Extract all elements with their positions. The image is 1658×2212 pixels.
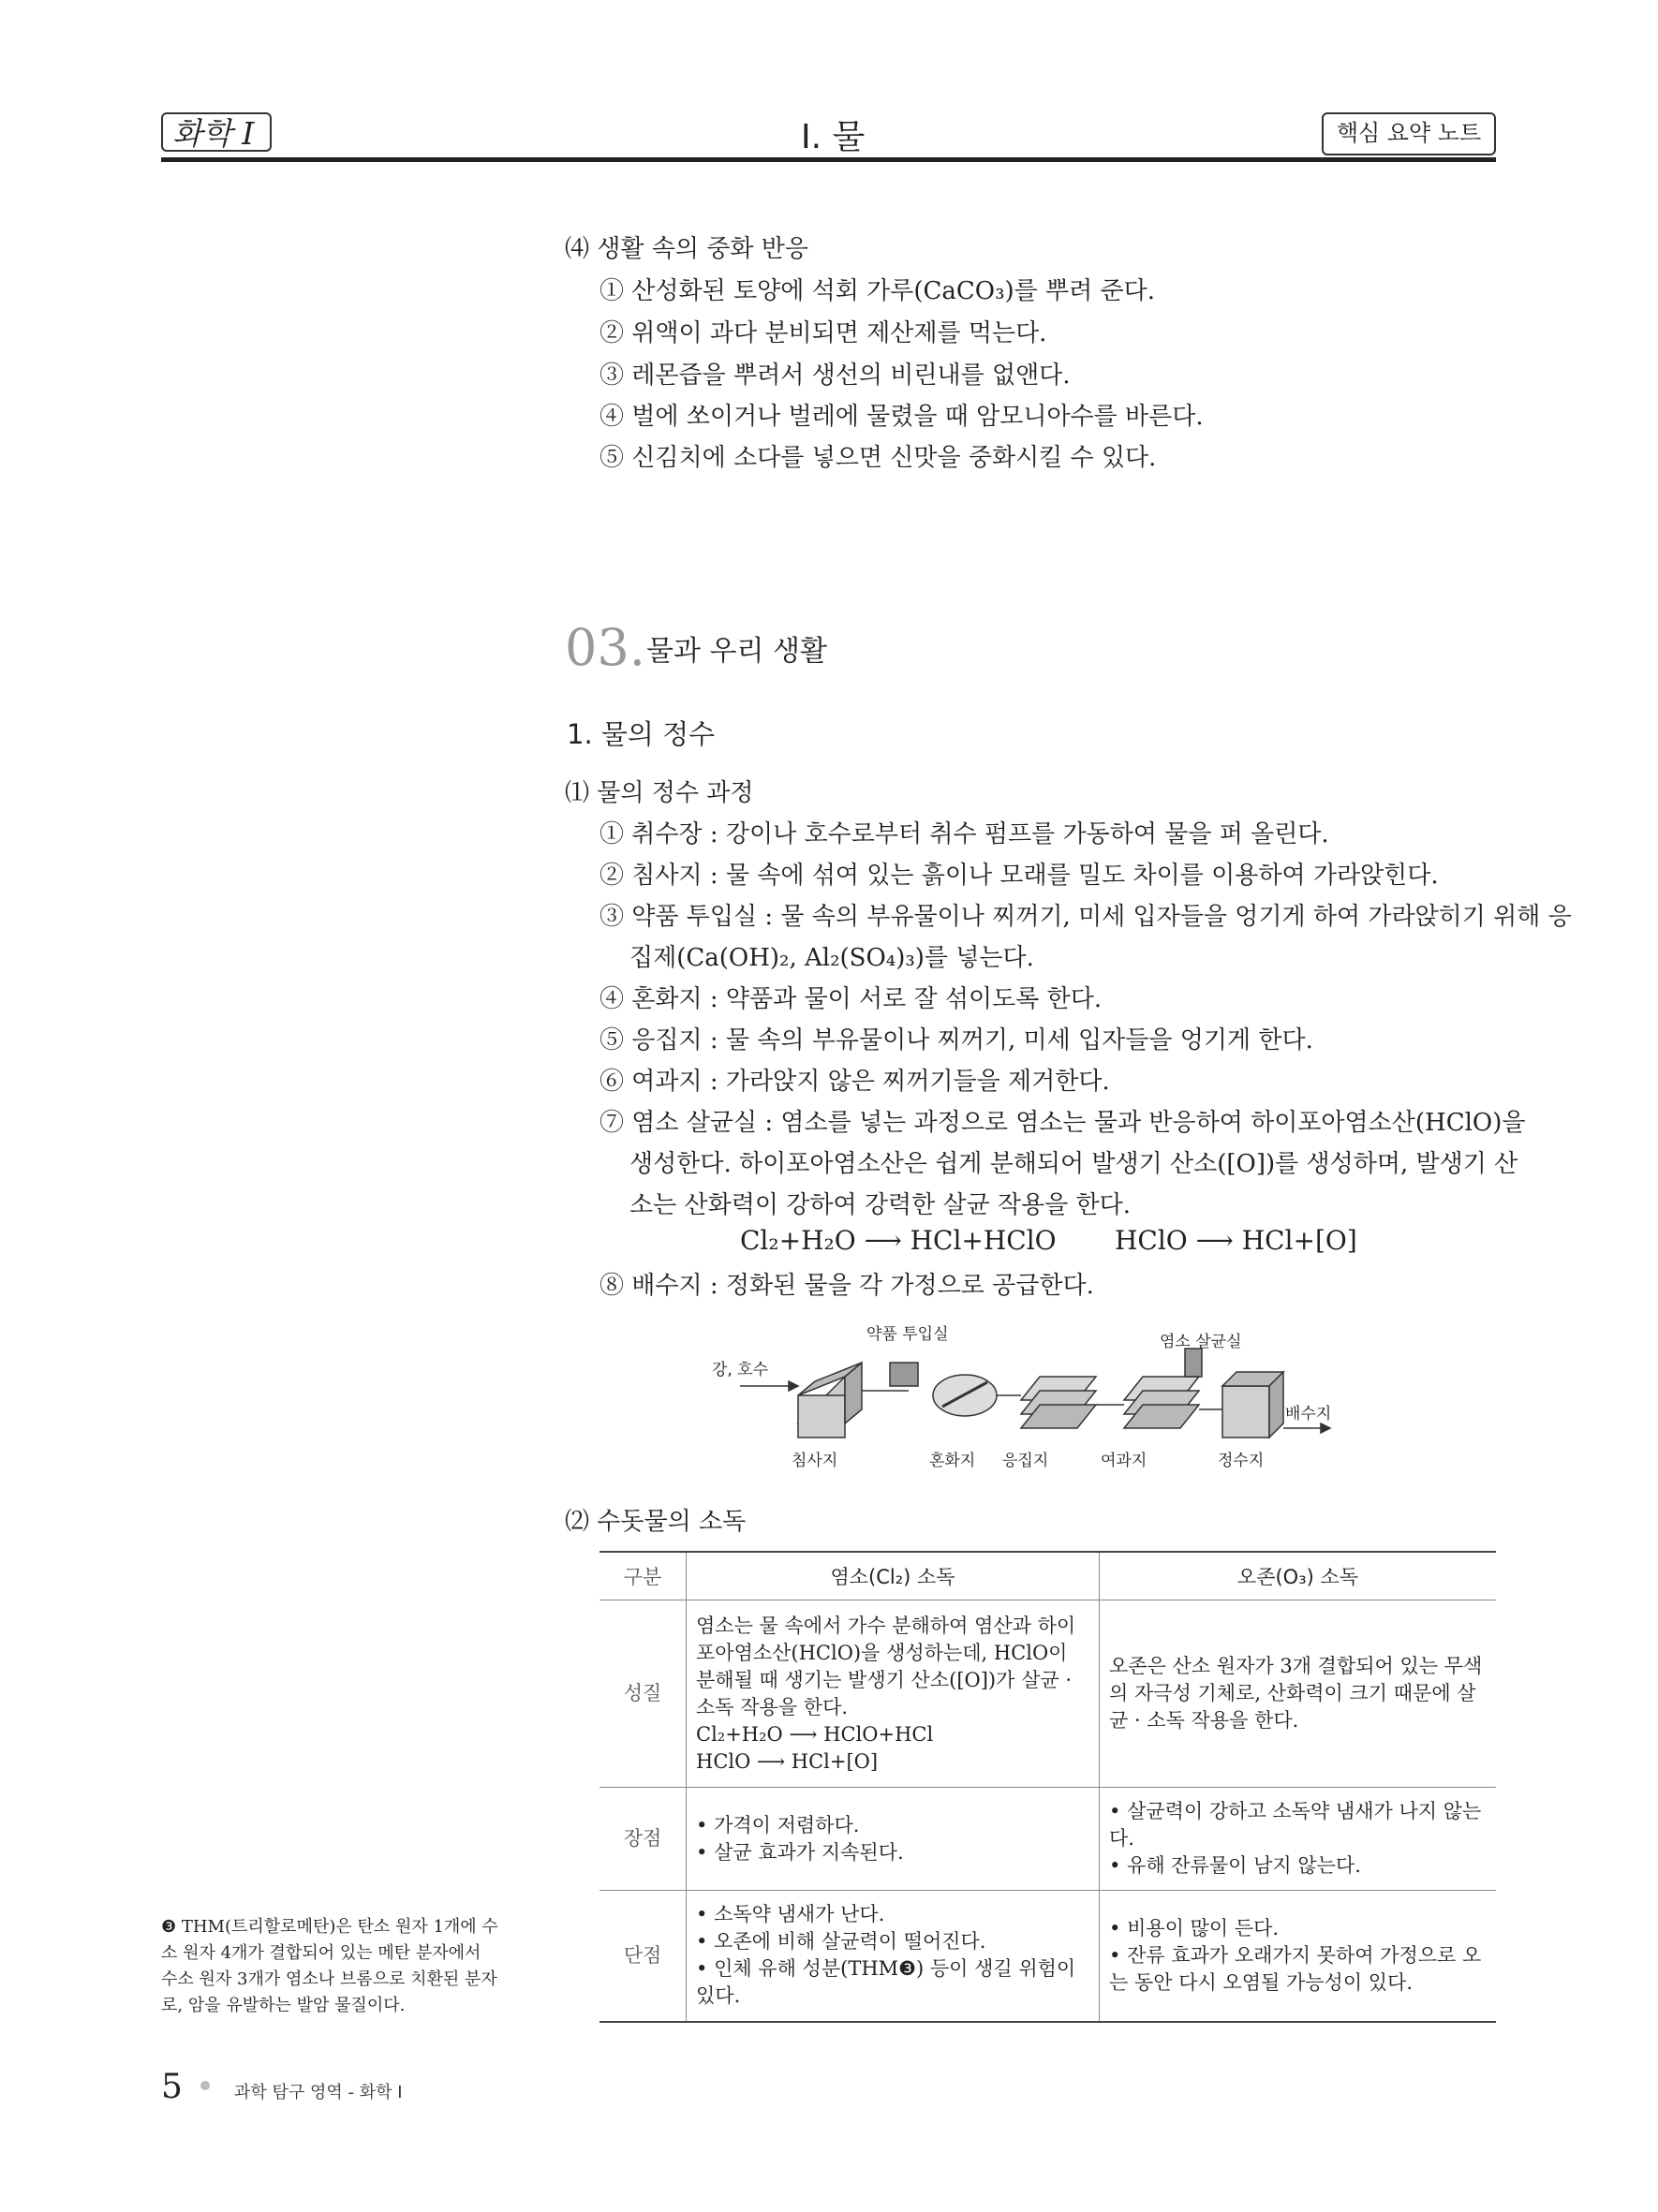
page-number: 5 xyxy=(161,2068,183,2106)
chlorine-property-text: 염소는 물 속에서 가수 분해하여 염산과 하이포아염소산(HClO)을 생성하는데, HClO이 분해될 때 생기는 발생기 산소([O])가 살균 · 소독 작용을 한다. xyxy=(696,1614,1076,1718)
clear-well xyxy=(1222,1386,1269,1438)
process-step: ④ 혼화지 : 약품과 물이 서로 잘 섞이도록 한다. xyxy=(600,985,1103,1013)
label-clear-well: 정수지 xyxy=(1218,1452,1265,1470)
label-sedimentation: 침사지 xyxy=(792,1452,838,1470)
label-mixing: 혼화지 xyxy=(929,1452,976,1470)
chemical-house xyxy=(890,1363,918,1386)
process-step-cont: 집제(Ca(OH)₂, Al₂(SO₄)₃)를 넣는다. xyxy=(629,944,1034,972)
process-step: ⑧ 배수지 : 정화된 물을 각 가정으로 공급한다. xyxy=(600,1272,1094,1300)
cell-chlorine-advantage xyxy=(687,1788,1100,1891)
col-header-ozone: 오존(O₃) 소독 xyxy=(1100,1552,1497,1600)
row-label-property: 성질 xyxy=(600,1600,687,1788)
label-flocculation: 응집지 xyxy=(1002,1452,1049,1470)
chlorine-property-eq1: Cl₂+H₂O ⟶ HClO+HCl xyxy=(696,1722,934,1746)
equation-chlorine-water: Cl₂+H₂O ⟶ HCl+HClO xyxy=(740,1225,1057,1256)
process-step: ⑥ 여과지 : 가라앉지 않은 찌꺼기들을 제거한다. xyxy=(600,1068,1110,1096)
process-heading: ⑴ 물의 정수 과정 xyxy=(565,779,754,807)
footer-text: 과학 탐구 영역 - 화학 I xyxy=(234,2083,403,2102)
cell-chlorine-property xyxy=(687,1600,1100,1788)
cell-ozone-disadvantage xyxy=(1100,1891,1497,2022)
process-step-cont: 생성한다. 하이포아염소산은 쉽게 분해되어 발생기 산소([O])를 생성하며, 발생기 산 xyxy=(629,1150,1518,1178)
table-row xyxy=(600,1891,1496,2022)
row-label-disadvantage: 단점 xyxy=(600,1891,687,2022)
header-rule xyxy=(161,157,1496,162)
list-item: • 소독약 냄새가 난다. xyxy=(696,1901,1089,1928)
neutralization-item: ⑤ 신김치에 소다를 넣으면 신맛을 중화시킬 수 있다. xyxy=(600,444,1157,472)
process-step: ⑦ 염소 살균실 : 염소를 넣는 과정으로 염소는 물과 반응하여 하이포아염소산(HClO)을 xyxy=(600,1109,1526,1137)
disinfection-table xyxy=(600,1551,1496,2023)
list-item: • 비용이 많이 든다. xyxy=(1109,1915,1487,1942)
list-item: • 오존에 비해 살균력이 떨어진다. xyxy=(696,1928,1089,1955)
table-header-row xyxy=(600,1552,1496,1600)
list-item: • 살균력이 강하고 소독약 냄새가 나지 않는다. xyxy=(1109,1798,1487,1852)
table-row xyxy=(600,1600,1496,1788)
label-distribution: 배수지 xyxy=(1285,1405,1332,1423)
disinfection-heading: ⑵ 수돗물의 소독 xyxy=(565,1508,747,1536)
cell-ozone-advantage xyxy=(1100,1788,1497,1891)
equation-hclo-decomposition: HClO ⟶ HCl+[O] xyxy=(1115,1225,1357,1256)
subject-label: 화학 I xyxy=(161,112,272,152)
process-step-cont: 소는 산화력이 강하여 강력한 살균 작용을 한다. xyxy=(629,1191,1132,1219)
list-item: • 유해 잔류물이 남지 않는다. xyxy=(1109,1852,1487,1880)
neutralization-item: ③ 레몬즙을 뿌려서 생선의 비린내를 없앤다. xyxy=(600,361,1071,390)
label-chlorine-room: 염소 살균실 xyxy=(1160,1333,1242,1351)
cell-chlorine-disadvantage xyxy=(687,1891,1100,2022)
process-step: ③ 약품 투입실 : 물 속의 부유물이나 찌꺼기, 미세 입자들을 엉기게 하여 가라앉히기 위해 응 xyxy=(600,903,1572,931)
cell-ozone-property: 오존은 산소 원자가 3개 결합되어 있는 무색의 자극성 기체로, 산화력이 크기 때문에 살균 · 소독 작용을 한다. xyxy=(1100,1600,1497,1788)
neutralization-item: ④ 벌에 쏘이거나 벌레에 물렸을 때 암모니아수를 바른다. xyxy=(600,403,1204,431)
section-number: 03. xyxy=(565,618,645,677)
chlorine-building xyxy=(1185,1349,1202,1377)
purification-diagram xyxy=(712,1320,1358,1489)
table-row xyxy=(600,1788,1496,1891)
process-step: ① 취수장 : 강이나 호수로부터 취수 펌프를 가동하여 물을 퍼 올린다. xyxy=(600,820,1329,848)
label-filtration: 여과지 xyxy=(1101,1452,1147,1470)
section-title: 물과 우리 생활 xyxy=(646,635,827,668)
note-label: 핵심 요약 노트 xyxy=(1322,112,1496,155)
list-item: • 가격이 저렴하다. xyxy=(696,1812,1089,1839)
col-header-chlorine: 염소(Cl₂) 소독 xyxy=(687,1552,1100,1600)
outflow-arrowhead xyxy=(1321,1423,1330,1433)
label-source: 강, 호수 xyxy=(712,1361,769,1379)
neutralization-heading: ⑷ 생활 속의 중화 반응 xyxy=(565,235,808,263)
footnote-thm: ❸ THM(트리할로메탄)은 탄소 원자 1개에 수소 원자 4개가 결합되어 있는 메탄 분자에서 수소 원자 3개가 염소나 브롬으로 치환된 분자로, 암을 유발하는 발암 물질이다. xyxy=(161,1917,498,2015)
list-item: • 잔류 효과가 오래가지 못하여 가정으로 오는 동안 다시 오염될 가능성이 있다. xyxy=(1109,1942,1487,1997)
row-label-advantage: 장점 xyxy=(600,1788,687,1891)
sedimentation-basin-front xyxy=(798,1395,845,1438)
chlorine-property-eq2: HClO ⟶ HCl+[O] xyxy=(696,1749,879,1773)
list-item: • 인체 유해 성분(THM❸) 등이 생길 위험이 있다. xyxy=(696,1955,1089,2010)
process-step: ② 침사지 : 물 속에 섞여 있는 흙이나 모래를 밀도 차이를 이용하여 가라앉힌다. xyxy=(600,862,1439,890)
list-item: • 살균 효과가 지속된다. xyxy=(696,1839,1089,1866)
neutralization-item: ② 위액이 과다 분비되면 제산제를 먹는다. xyxy=(600,319,1047,347)
purification-heading: 1. 물의 정수 xyxy=(567,718,716,750)
footer-dot xyxy=(200,2081,210,2090)
col-header-category: 구분 xyxy=(600,1552,687,1600)
label-chem-room: 약품 투입실 xyxy=(866,1325,949,1344)
process-step: ⑤ 응집지 : 물 속의 부유물이나 찌꺼기, 미세 입자들을 엉기게 한다. xyxy=(600,1026,1313,1054)
inflow-arrowhead xyxy=(789,1381,798,1391)
chapter-title: I. 물 xyxy=(801,118,866,156)
neutralization-item: ① 산성화된 토양에 석회 가루(CaCO₃)를 뿌려 준다. xyxy=(600,277,1156,305)
